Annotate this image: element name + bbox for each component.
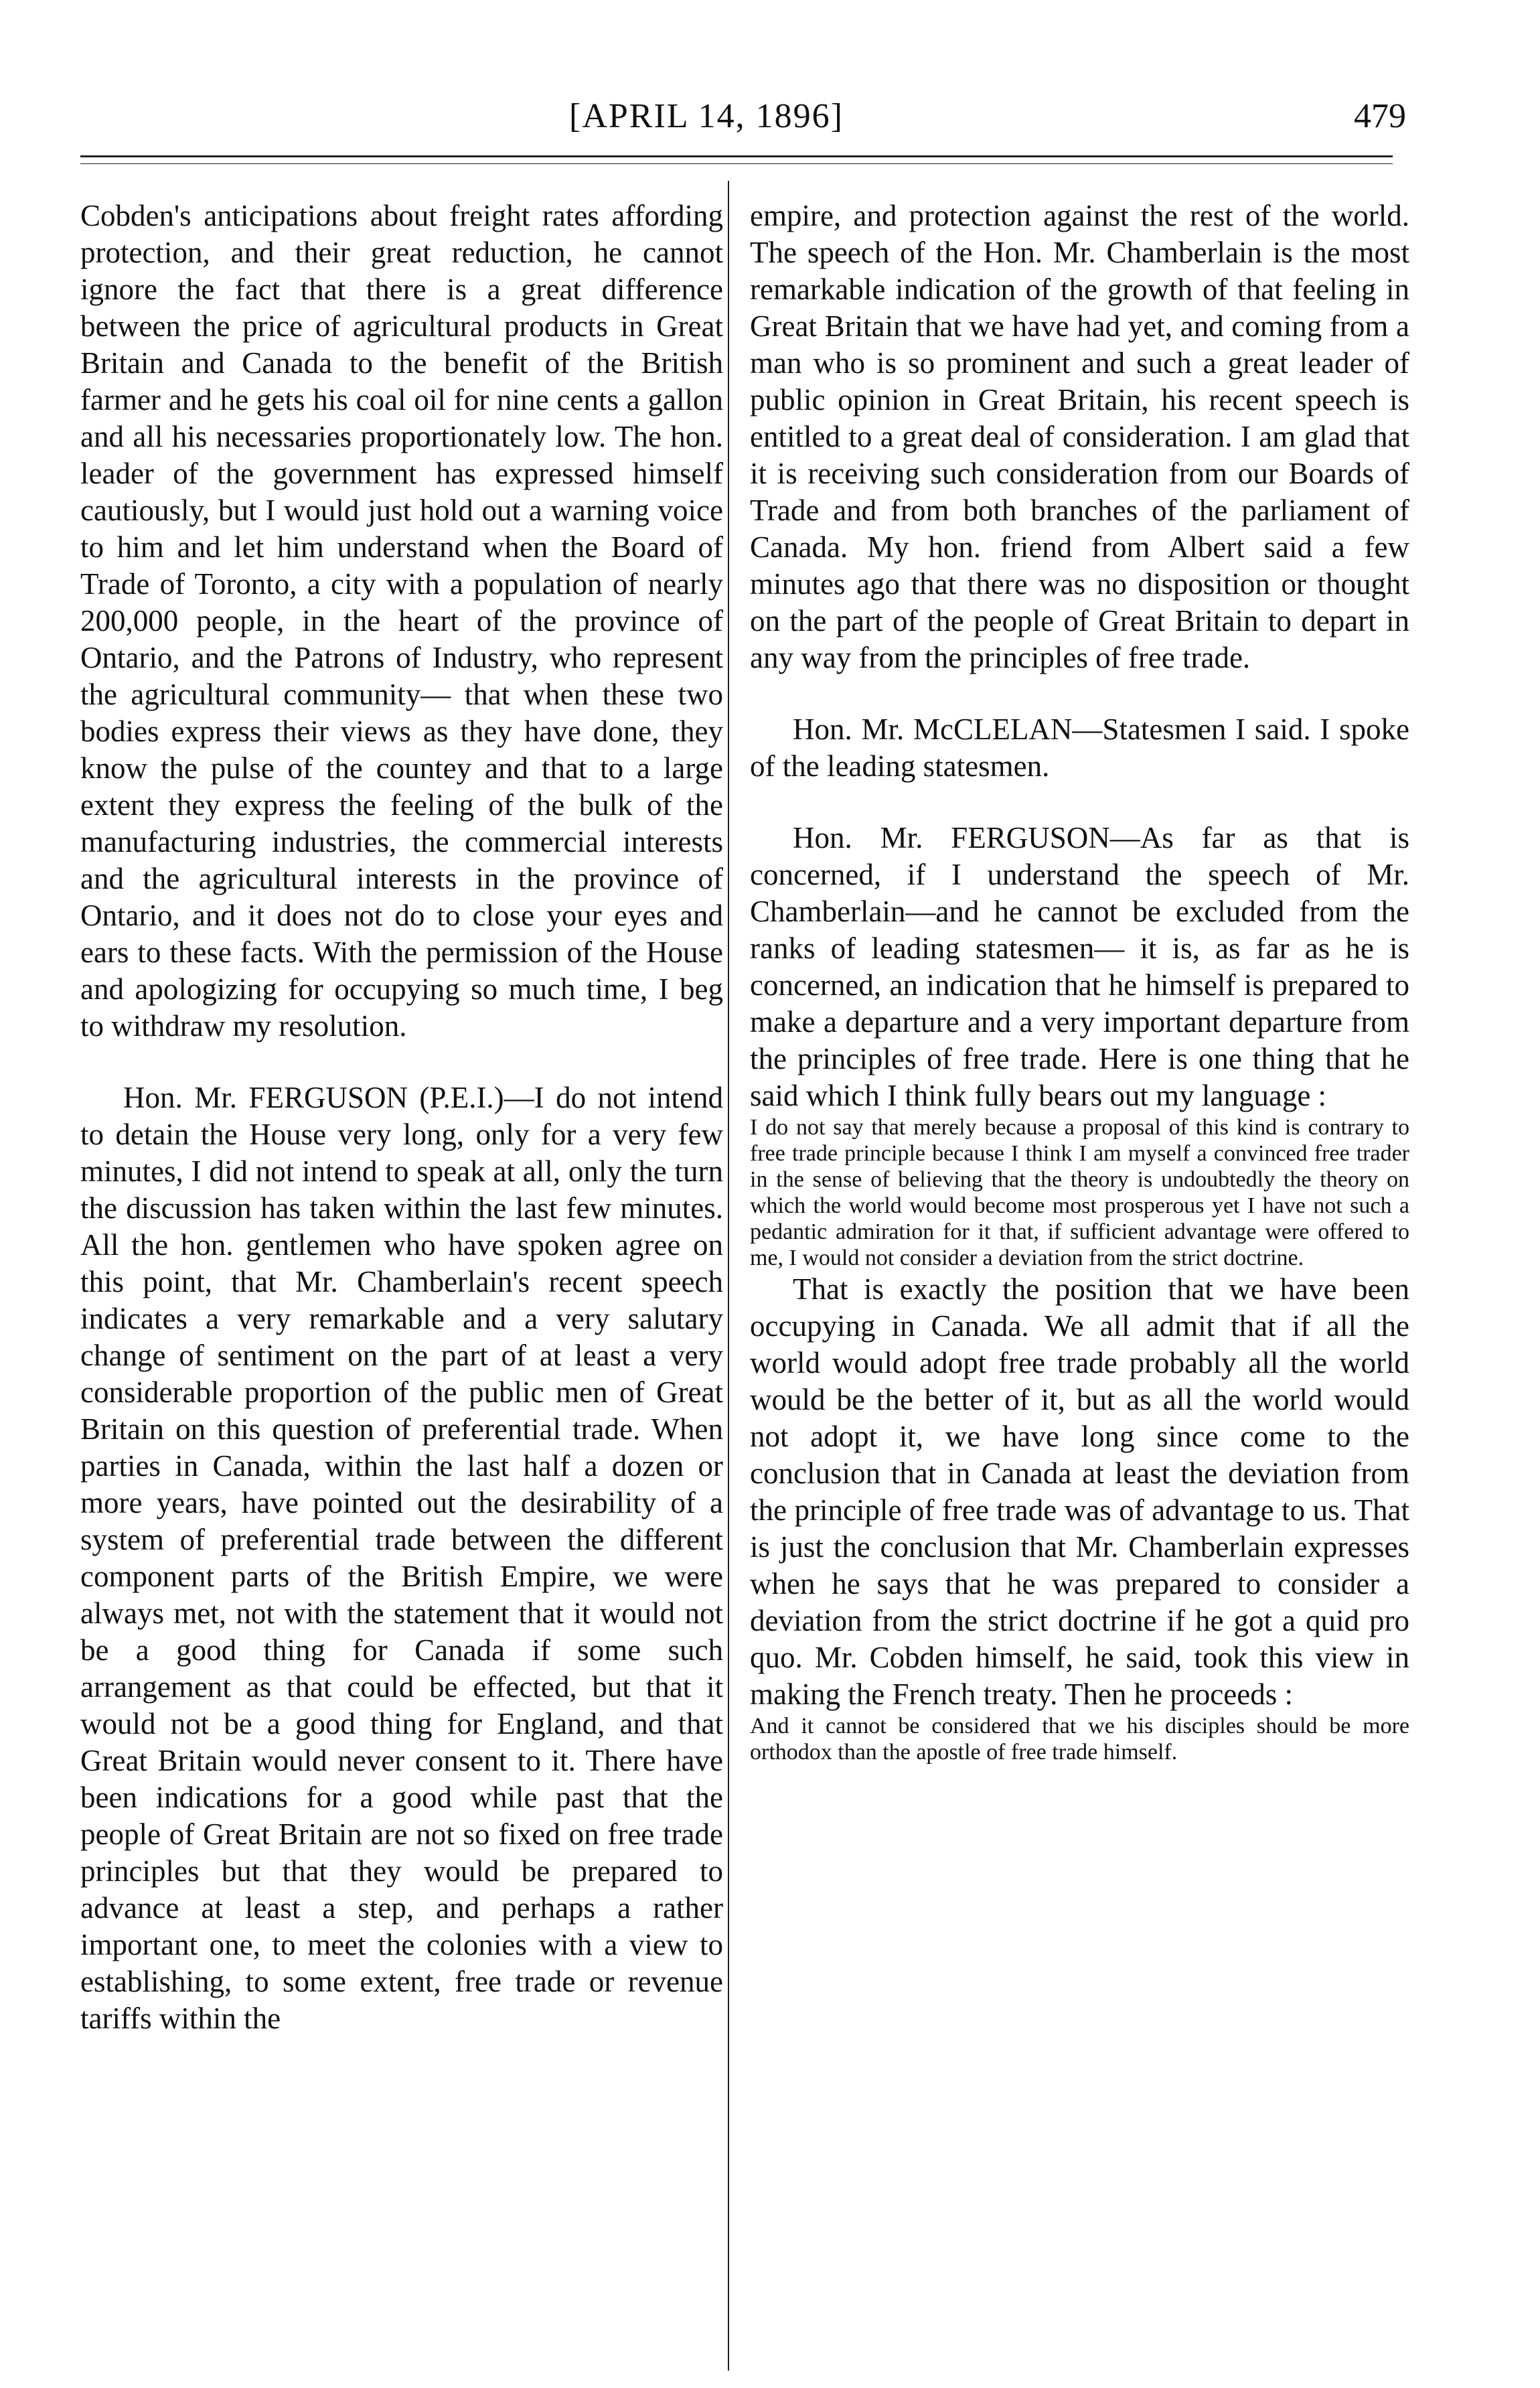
- header-rule: [80, 155, 1393, 157]
- header-rule-thin: [80, 163, 1393, 164]
- issue-date: [APRIL 14, 1896]: [569, 97, 844, 135]
- left-column: [80, 198, 723, 2037]
- paragraph: Cobden's anticipations about freight rates affording protection, and their great reduction, he cannot ignore the fact that there is a great difference between the price of agricultural products in Great Britain and Canada to the benefit of the British farmer and he gets his coal oil for nine cents a gallon and all his necessaries proportionately low. The hon. leader of the government has expressed himself cautiously, but I would just hold out a warning voice to him and let him understand when the Board of Trade of Toronto, a city with a population of nearly 200,000 people, in the heart of the province of Ontario, and the Patrons of Industry, who represent the agricultural community— that when these two bodies express their views as they have done, they know the pulse of the countey and that to a large extent they express the feeling of the bulk of the manufacturing industries, the commercial interests and the agricultural interests in the province of Ontario, and it does not do to close your eyes and ears to these facts. With the permission of the House and apologizing for occupying so much time, I beg to withdraw my resolution.: [80, 199, 723, 1043]
- paragraph: Hon. Mr. FERGUSON (P.E.I.)—I do not intend to detain the House very long, only for a very few minutes, I did not intend to speak at all, only the turn the discussion has taken within the last few minutes. All the hon. gentlemen who have spoken agree on this point, that Mr. Chamberlain's recent speech indicates a very remarkable and a very salutary change of sentiment on the part of at least a very considerable proportion of the public men of Great Britain on this question of preferential trade. When parties in Canada, within the last half a dozen or more years, have pointed out the desirability of a system of preferential trade between the different component parts of the British Empire, we were always met, not with the statement that it would not be a good thing for Canada if some such arrangement as that could be effected, but that it would not be a good thing for England, and that Great Britain would never consent to it. There have been indications for a good while past that the people of Great Britain are not so fixed on free trade principles but that they would be prepared to advance at least a step, and perhaps a rather important one, to meet the colonies with a view to establishing, to some extent, free trade or revenue tariffs within the: [80, 1081, 723, 2035]
- paragraph: Hon. Mr. McCLELAN—Statesmen I said. I spoke of the leading statesmen.: [750, 713, 1409, 783]
- paragraph: empire, and protection against the rest of the world. The speech of the Hon. Mr. Chamberlain is the most remarkable indication of the growth of that feeling in Great Britain that we have had yet, and coming from a man who is so prominent and such a great leader of public opinion in Great Britain, his recent speech is entitled to a great deal of consideration. I am glad that it is receiving such consideration from our Boards of Trade and from both branches of the parliament of Canada. My hon. friend from Albert said a few minutes ago that there was no disposition or thought on the part of the people of Great Britain to depart in any way from the principles of free trade.: [750, 199, 1409, 674]
- block-quote: And it cannot be considered that we his disciples should be more orthodox than the apostle of free trade himself.: [750, 1714, 1409, 1765]
- paragraph: That is exactly the position that we have been occupying in Canada. We all admit that if all the world would adopt free trade probably all the world would be the better of it, but as all the world would not adopt it, we have long since come to the conclusion that in Canada at least the deviation from the principle of free trade was of advantage to us. That is just the conclusion that Mr. Chamberlain expresses when he says that he was prepared to consider a deviation from the strict doctrine if he got a quid pro quo. Mr. Cobden himself, he said, took this view in making the French treaty. Then he proceeds :: [750, 1272, 1409, 1711]
- column-divider: [728, 181, 729, 2371]
- page-header: [0, 47, 1540, 135]
- right-column: [750, 198, 1409, 1765]
- block-quote: I do not say that merely because a proposal of this kind is contrary to free trade principle because I think I am myself a convinced free trader in the sense of believing that the theory is undoubtedly the theory on which the world would become most prosperous yet I have not such a pedantic admiration for it that, if sufficient advantage were offered to me, I would not consider a deviation from the strict doctrine.: [750, 1115, 1409, 1270]
- page-number: 479: [1354, 97, 1406, 135]
- paragraph: Hon. Mr. FERGUSON—As far as that is concerned, if I understand the speech of Mr. Chamberlain—and he cannot be excluded from the ranks of leading statesmen— it is, as far as he is concerned, an indication that he himself is prepared to make a departure and a very important departure from the principles of free trade. Here is one thing that he said which I think fully bears out my language :: [750, 821, 1409, 1112]
